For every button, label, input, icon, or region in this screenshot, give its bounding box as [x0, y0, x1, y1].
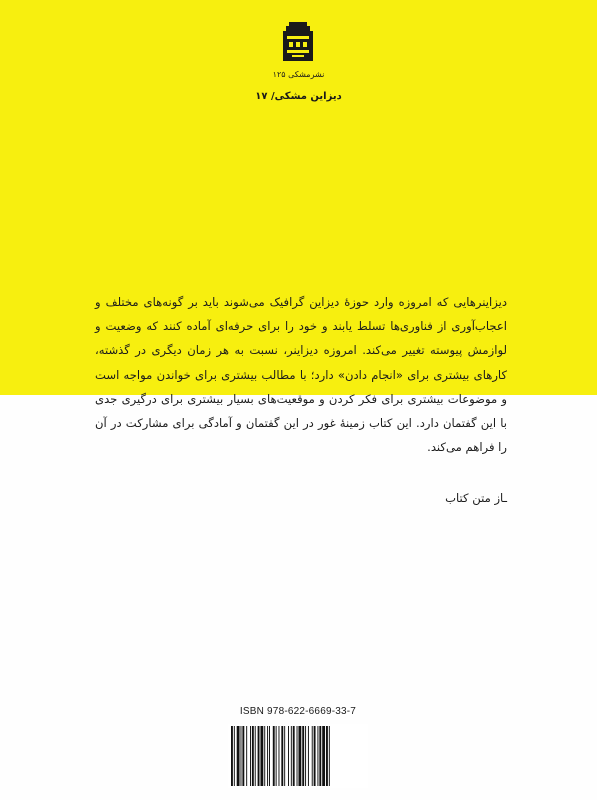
publisher-logo-icon: [282, 22, 314, 62]
publisher-series-line: نشرمشکی ۱۲۵: [272, 70, 325, 79]
publisher-subseries-line: دیزاین مشکی/ ۱۷: [255, 91, 342, 102]
back-cover-blurb: [95, 290, 507, 459]
isbn-number: ISBN 978-622-6669-33-7: [239, 706, 357, 717]
blurb-source: ـاز متن کتاب: [445, 491, 507, 505]
barcode-icon: [228, 724, 368, 788]
blurb-paragraph: دیزاینرهایی که امروزه وارد حوزهٔ دیزاین گرافیک می‌شوند باید بر گونه‌های مختلف و اعجاب‌آوری از فناوری‌ها تسلط یابند و خود را برای حرفه‌ای آماده کنند که وضعیت و لوازمش پیوسته تغییر می‌کند. امروزه دیزاینر، نسبت به هر زمان دیگری در گذشته، کارهای بیشتری برای «انجام دادن» دارد؛ با مطالب بیشتری برای خواندن مواجه است و موضوعات بیشتری برای فکر کردن و موقعیت‌های بسیار بیشتری برای درگیری جدی با این گفتمان دارد. این کتاب زمینهٔ غور در این گفتمان و آمادگی برای مشارکت در آن را فراهم می‌کند.: [95, 295, 507, 455]
